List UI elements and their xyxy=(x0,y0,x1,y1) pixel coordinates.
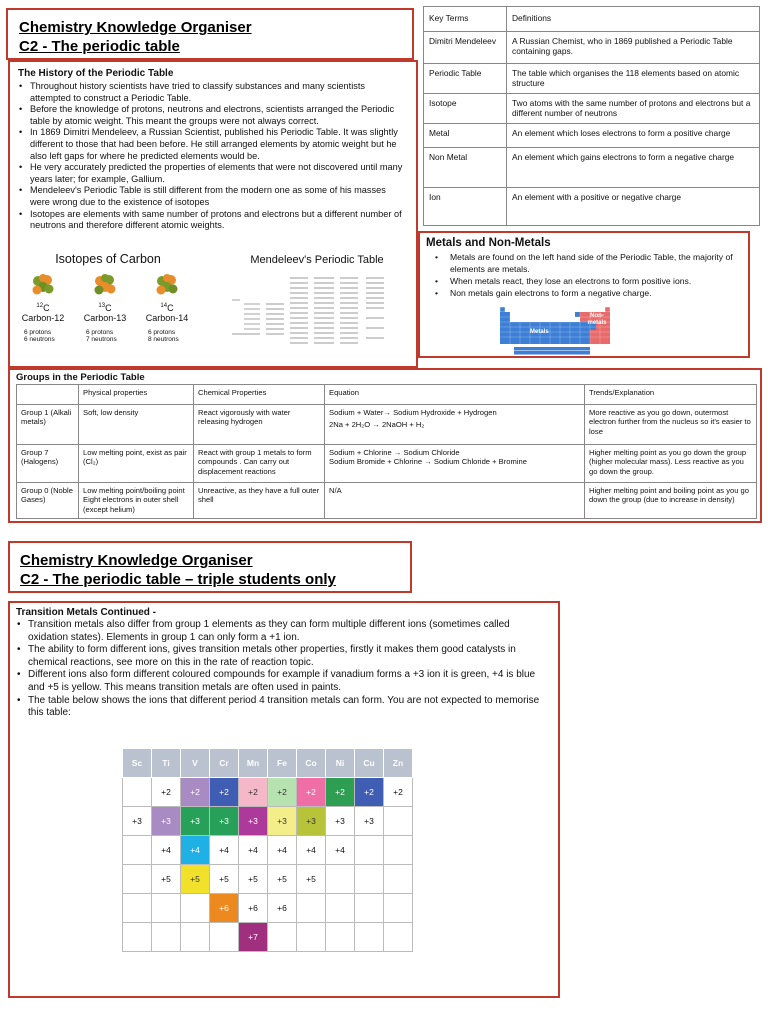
equation-word: Sodium + Water→ Sodium Hydroxide + Hydrogen xyxy=(329,408,497,417)
equation-word: N/A xyxy=(329,486,342,495)
key-term-definition: An element with a positive or negative charge xyxy=(507,188,760,226)
page-subtitle: C2 - The periodic table xyxy=(19,38,180,55)
ion-header-co: Co xyxy=(297,749,326,778)
groups-row xyxy=(17,483,757,519)
ion-cell: +4 xyxy=(210,836,239,865)
ion-cell xyxy=(384,894,413,923)
ion-cell: +4 xyxy=(181,836,210,865)
ion-table xyxy=(122,748,413,952)
groups-col-equation: Equation xyxy=(325,385,585,405)
ion-header-cu: Cu xyxy=(355,749,384,778)
ion-cell xyxy=(152,894,181,923)
ion-cell xyxy=(384,807,413,836)
isotope-name: Carbon-13 xyxy=(83,313,127,323)
atom-nucleus-icon xyxy=(154,272,180,298)
isotopes-title: Isotopes of Carbon xyxy=(55,252,161,266)
isotope-neutrons: 8 neutrons xyxy=(148,336,179,343)
ion-header-zn: Zn xyxy=(384,749,413,778)
isotope-protons: 6 protons xyxy=(24,329,52,336)
ion-row xyxy=(123,836,413,865)
ion-cell: +5 xyxy=(181,865,210,894)
ion-cell: +3 xyxy=(181,807,210,836)
ion-cell xyxy=(355,836,384,865)
ion-cell: +5 xyxy=(268,865,297,894)
ion-cell xyxy=(355,923,384,952)
group-chemical: React with group 1 metals to form compounds . Can carry out displacement reactions xyxy=(194,445,325,483)
metals-section xyxy=(418,231,750,358)
transition-bullets xyxy=(16,619,550,720)
key-term-definition: An element which loses electrons to form a positive charge xyxy=(507,124,760,148)
isotope-mass: 12 xyxy=(36,303,44,309)
isotope-neutrons: 6 neutrons xyxy=(24,336,55,343)
isotope-symbol: C xyxy=(167,303,174,313)
ion-cell xyxy=(123,778,152,807)
ion-cell xyxy=(297,923,326,952)
header2-title-box xyxy=(8,541,412,593)
ion-header-fe: Fe xyxy=(268,749,297,778)
key-term-row xyxy=(424,124,760,148)
ion-cell: +6 xyxy=(239,894,268,923)
ion-cell: +3 xyxy=(239,807,268,836)
transition-bullet: • The table below shows the ions that different period 4 transition metals can form. You are not expected to memorise this table: xyxy=(16,695,550,720)
isotope-protons: 6 protons xyxy=(86,329,114,336)
ion-cell: +5 xyxy=(297,865,326,894)
history-bullet: • Before the knowledge of protons, neutrons and electrons, scientists arranged the Periodic table by atomic weight. This meant the groups were not always correct. xyxy=(18,104,408,127)
key-term-row xyxy=(424,188,760,226)
history-bullet: • Throughout history scientists have tried to classify substances and many scientists attempted to construct a Periodic Table. xyxy=(18,81,408,104)
ion-cell: +2 xyxy=(210,778,239,807)
page-title-2: Chemistry Knowledge Organiser xyxy=(20,552,253,569)
key-term-row xyxy=(424,148,760,188)
ion-cell: +2 xyxy=(181,778,210,807)
key-term-row xyxy=(424,64,760,94)
group-name: Group 1 (Alkali metals) xyxy=(17,405,79,445)
ion-cell xyxy=(210,923,239,952)
isotope-neutrons: 7 neutrons xyxy=(86,336,117,343)
ion-cell: +2 xyxy=(355,778,384,807)
isotope-name: Carbon-14 xyxy=(145,313,189,323)
metals-bullet: • Metals are found on the left hand side of the Periodic Table, the majority of elements are metals. xyxy=(434,251,742,275)
ion-cell: +5 xyxy=(210,865,239,894)
ion-cell xyxy=(123,894,152,923)
group-trend: Higher melting point as you go down the group (higher molecular mass). Less reactive as you go down the group. xyxy=(585,445,757,483)
metals-bullet: • Non metals gain electrons to form a negative charge. xyxy=(434,287,742,299)
groups-col-trend: Trends/Explanation xyxy=(585,385,757,405)
history-bullet: • Isotopes are elements with same number of protons and electrons but a different number of neutrons and therefore different atomic weights. xyxy=(18,209,408,232)
key-term: Isotope xyxy=(424,94,507,124)
key-term-definition: A Russian Chemist, who in 1869 published a Periodic Table containing gaps. xyxy=(507,32,760,64)
isotope-carbon-12 xyxy=(18,272,68,343)
ion-header-mn: Mn xyxy=(239,749,268,778)
ion-cell: +3 xyxy=(326,807,355,836)
ion-cell: +4 xyxy=(239,836,268,865)
ion-cell xyxy=(326,894,355,923)
ion-cell xyxy=(123,865,152,894)
ion-row xyxy=(123,778,413,807)
transition-heading: Transition Metals Continued - xyxy=(16,607,157,618)
ion-cell xyxy=(123,923,152,952)
key-term-definition: The table which organises the 118 elements based on atomic structure xyxy=(507,64,760,94)
ion-cell: +3 xyxy=(297,807,326,836)
ion-header-v: V xyxy=(181,749,210,778)
ion-cell xyxy=(384,865,413,894)
ion-cell xyxy=(123,836,152,865)
ion-cell xyxy=(355,894,384,923)
metals-bullet: • When metals react, they lose an electrons to form positive ions. xyxy=(434,275,742,287)
isotope-carbon-14 xyxy=(142,272,192,343)
ion-cell xyxy=(326,923,355,952)
ion-cell: +7 xyxy=(239,923,268,952)
group-trend: Higher melting point and boiling point as you go down the group (due to increase in density) xyxy=(585,483,757,519)
ion-cell xyxy=(181,894,210,923)
groups-col-chemical: Chemical Properties xyxy=(194,385,325,405)
nonmetals-label: Non-metals xyxy=(587,313,607,326)
transition-section xyxy=(8,601,560,998)
isotope-symbol: C xyxy=(43,303,50,313)
group-chemical: Unreactive, as they have a full outer shell xyxy=(194,483,325,519)
key-terms-table xyxy=(423,6,760,226)
groups-col-group xyxy=(17,385,79,405)
key-term: Ion xyxy=(424,188,507,226)
equation-word: Sodium + Chlorine → Sodium Chloride xyxy=(329,448,460,457)
key-term: Periodic Table xyxy=(424,64,507,94)
metals-periodic-table-image xyxy=(500,307,610,355)
ion-cell: +2 xyxy=(326,778,355,807)
group-equation xyxy=(325,405,585,445)
ion-row xyxy=(123,865,413,894)
isotope-name: Carbon-12 xyxy=(21,313,65,323)
group-chemical: React vigorously with water releasing hydrogen xyxy=(194,405,325,445)
group-equation xyxy=(325,445,585,483)
ion-header-sc: Sc xyxy=(123,749,152,778)
group-name: Group 7 (Halogens) xyxy=(17,445,79,483)
history-heading: The History of the Periodic Table xyxy=(18,68,174,79)
mendeleev-figure xyxy=(224,254,410,362)
groups-section xyxy=(8,368,762,523)
key-term: Dimitri Mendeleev xyxy=(424,32,507,64)
ion-cell xyxy=(384,923,413,952)
isotope-carbon-13 xyxy=(80,272,130,343)
groups-heading: Groups in the Periodic Table xyxy=(16,372,145,383)
key-term-definition: Two atoms with the same number of protons and electrons but a different number of neutrons xyxy=(507,94,760,124)
history-bullets xyxy=(18,81,408,232)
ion-cell: +2 xyxy=(268,778,297,807)
history-bullet: • He very accurately predicted the properties of elements that were not discovered until many years later; for example, Gallium. xyxy=(18,162,408,185)
key-term-row xyxy=(424,32,760,64)
key-terms-col-def: Definitions xyxy=(507,7,760,32)
transition-bullet: • The ability to form different ions, gives transition metals other properties, firstly it makes them good catalysts in chemical reactions, see more on this in the rate of reaction topic. xyxy=(16,644,550,669)
key-term-definition: An element which gains electrons to form a negative charge xyxy=(507,148,760,188)
groups-row xyxy=(17,445,757,483)
ion-cell: +4 xyxy=(297,836,326,865)
group-equation xyxy=(325,483,585,519)
mendeleev-title: Mendeleev's Periodic Table xyxy=(250,254,384,266)
isotope-protons: 6 protons xyxy=(148,329,176,336)
group-physical: Low melting point, exist as pair (Cl₂) xyxy=(79,445,194,483)
isotope-mass: 14 xyxy=(160,303,168,309)
ion-row xyxy=(123,923,413,952)
group-physical: Soft, low density xyxy=(79,405,194,445)
ion-cell xyxy=(181,923,210,952)
ion-cell: +3 xyxy=(268,807,297,836)
ion-cell: +4 xyxy=(268,836,297,865)
ion-row xyxy=(123,894,413,923)
key-terms-section xyxy=(423,6,760,226)
key-terms-header-row xyxy=(424,7,760,32)
ion-cell xyxy=(355,865,384,894)
metals-heading: Metals and Non-Metals xyxy=(426,237,551,249)
groups-header-row xyxy=(17,385,757,405)
ion-cell: +3 xyxy=(123,807,152,836)
key-term-row xyxy=(424,94,760,124)
ion-header-cr: Cr xyxy=(210,749,239,778)
transition-bullet: • Transition metals also differ from group 1 elements as they can form multiple different ions (sometimes called oxidation states). Elements in group 1 can only form a +1 ion. xyxy=(16,619,550,644)
ion-cell: +2 xyxy=(384,778,413,807)
key-term: Non Metal xyxy=(424,148,507,188)
ion-row xyxy=(123,807,413,836)
groups-col-physical: Physical properties xyxy=(79,385,194,405)
ion-cell: +6 xyxy=(268,894,297,923)
group-trend: More reactive as you go down, outermost electron further from the nucleus so it's easier to lose xyxy=(585,405,757,445)
key-term: Metal xyxy=(424,124,507,148)
isotope-mass: 13 xyxy=(98,303,106,309)
page-subtitle-2: C2 - The periodic table – triple students only xyxy=(20,571,336,588)
ion-cell xyxy=(268,923,297,952)
isotopes-figure xyxy=(18,252,208,362)
ion-cell xyxy=(297,894,326,923)
ion-cell xyxy=(326,865,355,894)
transition-bullet: • Different ions also form different coloured compounds for example if vanadium forms a +3 ion it is green, +4 is blue and +5 is yellow. This means transition metals are often used in paints. xyxy=(16,669,550,694)
atom-nucleus-icon xyxy=(92,272,118,298)
ion-header-ti: Ti xyxy=(152,749,181,778)
ion-cell: +3 xyxy=(210,807,239,836)
ion-cell: +4 xyxy=(326,836,355,865)
metals-label: Metals xyxy=(530,329,549,335)
history-bullet: • In 1869 Dimitri Mendeleev, a Russian Scientist, published his Periodic Table. It was slightly different to those that had been before. He still arranged elements by atomic weight but he also left gaps for where he predicted elements would be. xyxy=(18,127,408,162)
key-terms-col-term: Key Terms xyxy=(424,7,507,32)
ion-header-row xyxy=(123,749,413,778)
ion-cell: +3 xyxy=(152,807,181,836)
groups-table xyxy=(16,384,757,519)
isotope-symbol: C xyxy=(105,303,112,313)
group-physical: Low melting point/boiling point Eight electrons in outer shell (except helium) xyxy=(79,483,194,519)
atom-nucleus-icon xyxy=(30,272,56,298)
ion-cell: +4 xyxy=(152,836,181,865)
ion-cell: +3 xyxy=(355,807,384,836)
history-section xyxy=(8,60,418,368)
ion-cell: +6 xyxy=(210,894,239,923)
equation-word: Sodium Bromide + Chlorine → Sodium Chloride + Bromine xyxy=(329,457,527,467)
metals-bullets xyxy=(426,251,742,299)
ion-cell: +5 xyxy=(239,865,268,894)
history-bullet: • Mendeleev's Periodic Table is still different from the modern one as some of his masses were wrong due to the existence of isotopes xyxy=(18,185,408,208)
ion-cell: +2 xyxy=(297,778,326,807)
equation-symbol: 2Na + 2H₂O → 2NaOH + H₂ xyxy=(329,420,425,430)
ion-cell: +2 xyxy=(152,778,181,807)
ion-header-ni: Ni xyxy=(326,749,355,778)
ion-cell xyxy=(152,923,181,952)
ion-cell: +5 xyxy=(152,865,181,894)
groups-row xyxy=(17,405,757,445)
group-name: Group 0 (Noble Gases) xyxy=(17,483,79,519)
header-title-box xyxy=(6,8,414,60)
ion-cell xyxy=(384,836,413,865)
mendeleev-table-image xyxy=(224,270,410,356)
ion-cell: +2 xyxy=(239,778,268,807)
page-title: Chemistry Knowledge Organiser xyxy=(19,19,252,36)
